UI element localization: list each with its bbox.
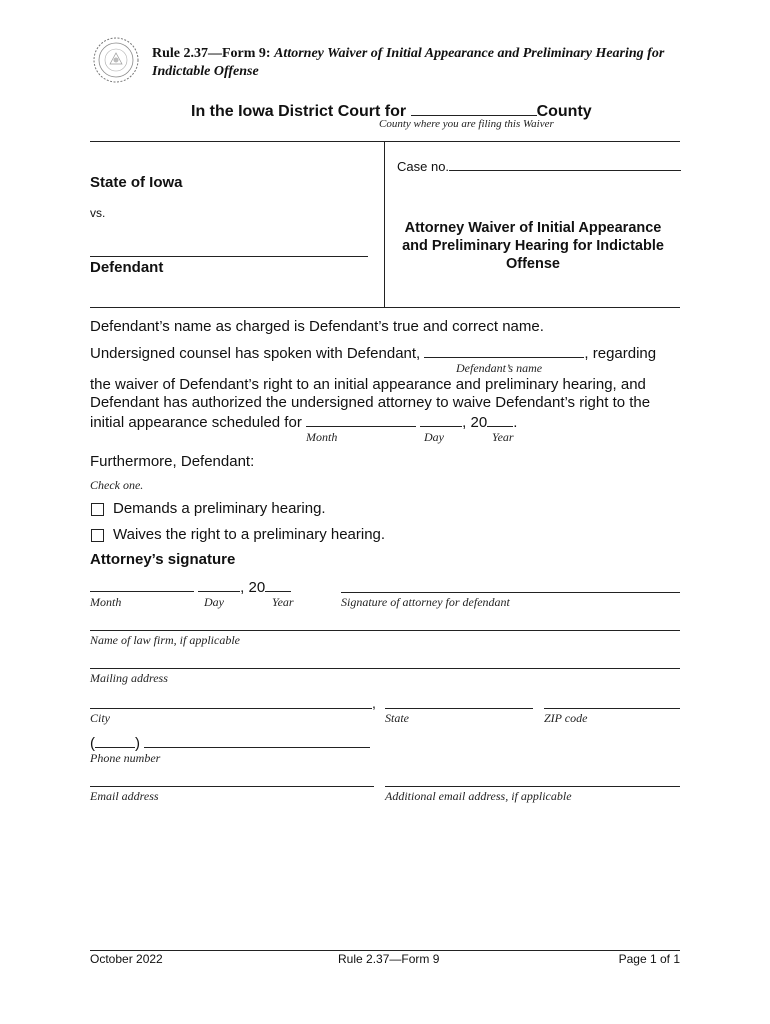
additional-email-field[interactable] <box>385 786 680 787</box>
signature-month-hint: Month <box>90 595 122 609</box>
zip-hint: ZIP code <box>544 711 588 725</box>
form-title-line2: Indictable Offense <box>152 64 259 79</box>
true-name-statement: Defendant’s name as charged is Defendant’s true and correct name. <box>90 318 544 335</box>
law-firm-hint: Name of law firm, if applicable <box>90 633 240 647</box>
iowa-judicial-seal <box>92 36 140 84</box>
defendant-label: Defendant <box>90 259 164 276</box>
email-field[interactable] <box>90 786 374 787</box>
county-hint: County where you are filing this Waiver <box>379 118 554 130</box>
email-hint: Email address <box>90 789 159 803</box>
rule-number: Rule 2.37—Form 9: <box>152 46 271 61</box>
appearance-year-field[interactable] <box>487 412 513 427</box>
mailing-address-field[interactable] <box>90 668 680 669</box>
attorney-signature-line[interactable] <box>341 592 680 593</box>
footer-rule <box>90 950 680 951</box>
phone-hint: Phone number <box>90 751 161 765</box>
caption-top-rule <box>90 141 680 142</box>
phone-number: ( ) <box>90 733 370 752</box>
caption-divider <box>384 141 385 307</box>
signature-day-hint: Day <box>204 595 224 609</box>
defendant-name-field[interactable] <box>424 343 584 358</box>
signature-day-field[interactable] <box>198 577 240 592</box>
state-field[interactable] <box>385 708 533 709</box>
document-title: Attorney Waiver of Initial Appearance and Preliminary Hearing for Indictable Offense <box>402 220 664 272</box>
demands-hearing-checkbox[interactable] <box>91 503 104 516</box>
plaintiff-name: State of Iowa <box>90 174 183 191</box>
case-number-field[interactable] <box>449 158 681 171</box>
footer-rule-number: Rule 2.37—Form 9 <box>338 952 440 966</box>
signature-month-field[interactable] <box>90 577 194 592</box>
phone-area-code-field[interactable] <box>95 733 135 748</box>
appearance-year-hint: Year <box>492 430 514 444</box>
check-one-hint: Check one. <box>90 478 144 492</box>
footer-page-number: Page 1 of 1 <box>618 952 680 966</box>
zip-field[interactable] <box>544 708 680 709</box>
signature-year-field[interactable] <box>265 577 291 592</box>
form-title-line1: Attorney Waiver of Initial Appearance and Preliminary Hearing for <box>274 46 665 61</box>
versus-label: vs. <box>90 206 106 220</box>
appearance-day-field[interactable] <box>420 412 462 427</box>
signature-hint: Signature of attorney for defendant <box>341 595 510 609</box>
city-hint: City <box>90 711 110 725</box>
county-field[interactable] <box>411 101 537 116</box>
counsel-statement-line1: Undersigned counsel has spoken with Defendant, , regarding <box>90 345 657 362</box>
caption-bottom-rule <box>90 307 680 308</box>
phone-number-field[interactable] <box>144 733 370 748</box>
mailing-address-hint: Mailing address <box>90 671 168 685</box>
defendant-field[interactable] <box>90 242 368 257</box>
city-field[interactable] <box>90 708 372 709</box>
state-hint: State <box>385 711 409 725</box>
law-firm-field[interactable] <box>90 630 680 631</box>
appearance-month-hint: Month <box>306 430 338 444</box>
waiver-statement-line2: Defendant has authorized the undersigned attorney to waive Defendant’s right to the <box>90 394 651 411</box>
signature-heading: Attorney’s signature <box>90 551 236 568</box>
furthermore-label: Furthermore, Defendant: <box>90 453 255 470</box>
demands-hearing-label: Demands a preliminary hearing. <box>113 500 326 517</box>
waives-hearing-checkbox[interactable] <box>91 529 104 542</box>
waiver-statement-line1: the waiver of Defendant’s right to an initial appearance and preliminary hearing, and <box>90 376 646 393</box>
defendant-name-hint: Defendant’s name <box>456 361 543 375</box>
case-number: Case no. <box>397 158 681 174</box>
additional-email-hint: Additional email address, if applicable <box>385 789 572 803</box>
signature-date: , 20 <box>90 577 291 596</box>
waiver-statement-line3: initial appearance scheduled for , 20 . <box>90 414 518 431</box>
waives-hearing-label: Waives the right to a preliminary hearing. <box>113 526 386 543</box>
appearance-day-hint: Day <box>424 430 444 444</box>
city-comma: , <box>372 695 376 711</box>
form-header-line1 <box>152 46 664 62</box>
court-heading: In the Iowa District Court for County <box>191 103 592 120</box>
signature-year-hint: Year <box>272 595 294 609</box>
footer-date: October 2022 <box>90 952 163 966</box>
appearance-month-field[interactable] <box>306 412 416 427</box>
